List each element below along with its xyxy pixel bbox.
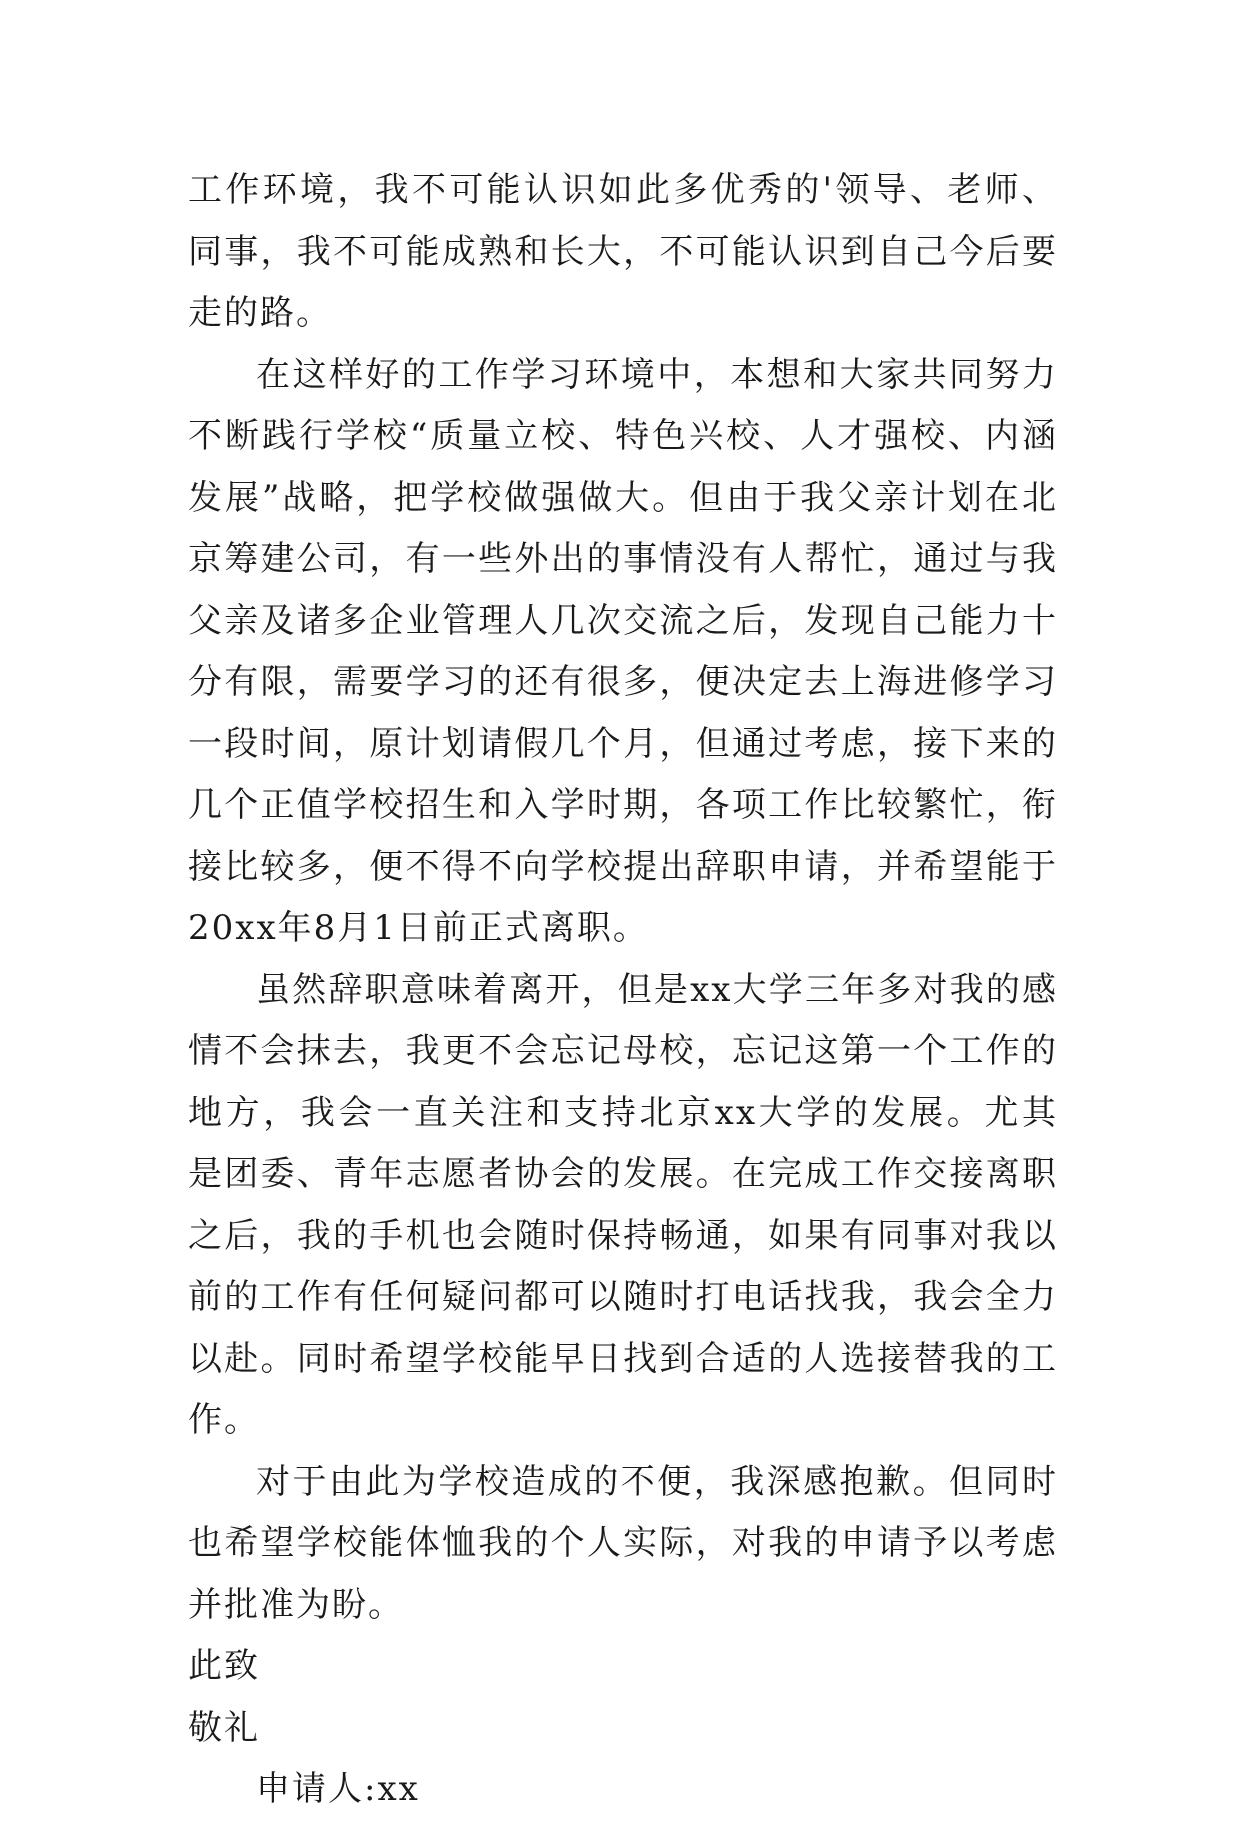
- paragraph-1: 工作环境，我不可能认识如此多优秀的'领导、老师、同事，我不可能成熟和长大，不可能认识到自己今后要走的路。: [188, 170, 1058, 333]
- paragraph-4: 对于由此为学校造成的不便，我深感抱歉。但同时也希望学校能体恤我的个人实际，对我的申请予以考虑并批准为盼。: [188, 1461, 1058, 1625]
- applicant-signature: 申请人:xx: [256, 1769, 420, 1809]
- closing-regards: 敬礼: [188, 1707, 260, 1748]
- paragraph-3: 虽然辞职意味着离开，但是xx大学三年多对我的感情不会抹去，我更不会忘记母校，忘记这第一个工作的地方，我会一直关注和支持北京xx大学的发展。尤其是团委、青年志愿者协会的发展。在完成工作交接离职之后，我的手机也会随时保持畅通，如果有同事对我以前的工作有任何疑问都可以随时打电话找我，我会全力以赴。同时希望学校能早日找到合适的人选接替我的工作。: [188, 969, 1058, 1440]
- paragraph-2: 在这样好的工作学习环境中，本想和大家共同努力不断践行学校“质量立校、特色兴校、人才强校、内涵发展”战略，把学校做强做大。但由于我父亲计划在北京筹建公司，有一些外出的事情没有人帮忙，通过与我父亲及诸多企业管理人几次交流之后，发现自己能力十分有限，需要学习的还有很多，便决定去上海进修学习一段时间，原计划请假几个月，但通过考虑，接下来的几个正值学校招生和入学时期，各项工作比较繁忙，衔接比较多，便不得不向学校提出辞职申请，并希望能于20xx年8月1日前正式离职。: [188, 354, 1058, 948]
- letter-body: [188, 160, 1058, 1821]
- closing-salutation: 此致: [188, 1646, 260, 1686]
